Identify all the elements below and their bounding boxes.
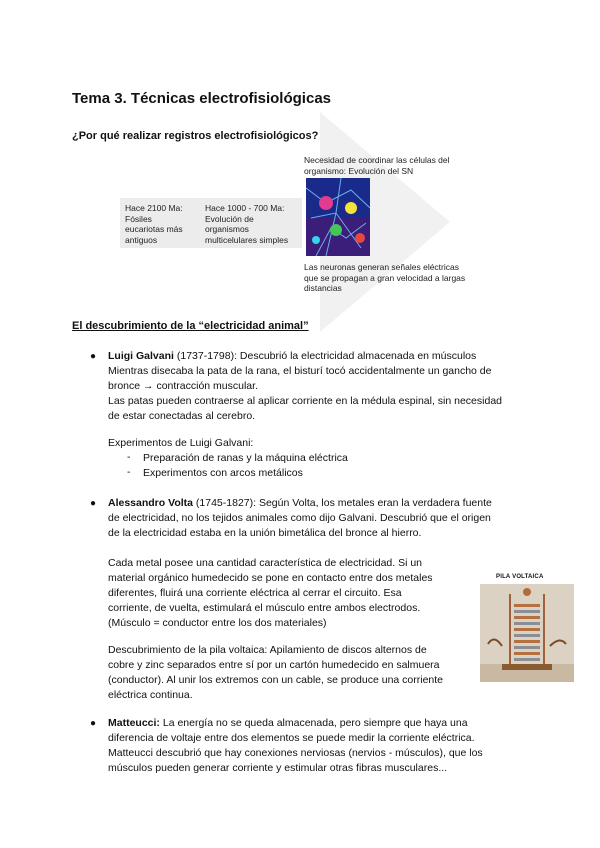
dash-marker: - xyxy=(127,451,131,463)
bullet-galvani: ● xyxy=(90,351,97,362)
timeline-caption-bottom: Las neuronas generan señales eléctricas que se propagan a gran velocidad a largas distancias xyxy=(304,262,466,293)
timeline-box-eukaryotes: Hace 2100 Ma: Fósiles eucariotas más antiguos xyxy=(125,203,183,245)
volta-paragraph: Alessandro Volta (1745-1827): Según Volta, los metales eran la verdadera fuente de electricidad, no los tejidos animales como dijo Galvani. Descubrió que el origen de la electricidad estaba en la unión bimetálica del bronce al hierro. xyxy=(108,497,492,539)
page-title: Tema 3. Técnicas electrofisiológicas xyxy=(72,90,331,107)
galvani-name: Luigi Galvani xyxy=(108,350,174,362)
matteucci-paragraph: Matteucci: La energía no se queda almacenada, pero siempre que haya una diferencia de voltaje entre dos elementos se puede medir la corriente eléctrica. Matteucci descubrió que hay conexiones nerviosas (nervios - músculos), que los músculos pueden generar corriente y estimular otras fibras musculares... xyxy=(108,717,483,774)
galvani-experiments-title: Experimentos de Luigi Galvani: xyxy=(108,437,254,449)
section-heading: El descubrimiento de la “electricidad animal” xyxy=(72,320,309,332)
bullet-volta: ● xyxy=(90,498,97,509)
question-heading: ¿Por qué realizar registros electrofisiológicos? xyxy=(72,130,319,142)
galvani-experiment-item: Preparación de ranas y la máquina eléctrica xyxy=(143,452,348,464)
dash-marker: - xyxy=(127,466,131,478)
volta-name: Alessandro Volta xyxy=(108,497,193,509)
neuron-network-image xyxy=(306,178,370,256)
volta-paragraph-2: Cada metal posee una cantidad característica de electricidad. Si un material orgánico humedecido se pone en contacto entre dos metales diferentes, fluirá una corriente eléctrica al cerrar el circuito. Esa corriente, de vuelta, estimulará el músculo entre ambos electrodos. (Músculo = conductor entre los dos materiales) xyxy=(108,557,433,629)
voltaic-pile-label: PILA VOLTAICA xyxy=(496,574,544,580)
timeline-caption-top: Necesidad de coordinar las células del organismo: Evolución del SN xyxy=(304,155,450,176)
volta-paragraph-3: Descubrimiento de la pila voltaica: Apilamiento de discos alternos de cobre y zinc separados entre sí por un cartón humedecido en salmuera (conductor). Al unir los extremos con un cable, se produce una corriente eléctrica continua. xyxy=(108,644,444,701)
galvani-experiment-item: Experimentos con arcos metálicos xyxy=(143,467,303,479)
voltaic-pile-image xyxy=(480,584,574,682)
bullet-matteucci: ● xyxy=(90,718,97,729)
timeline-box-multicellular: Hace 1000 - 700 Ma: Evolución de organismos multicelulares simples xyxy=(205,203,289,245)
matteucci-name: Matteucci: xyxy=(108,717,160,729)
galvani-paragraph: Luigi Galvani (1737-1798): Descubrió la electricidad almacenada en músculos Mientras disecaba la pata de la rana, el bisturí tocó accidentalmente un gancho de bronce → contracción muscular. Las patas pueden contraerse al aplicar corriente en la médula espinal, sin necesidad de estar conectadas al cerebro. xyxy=(108,350,502,422)
